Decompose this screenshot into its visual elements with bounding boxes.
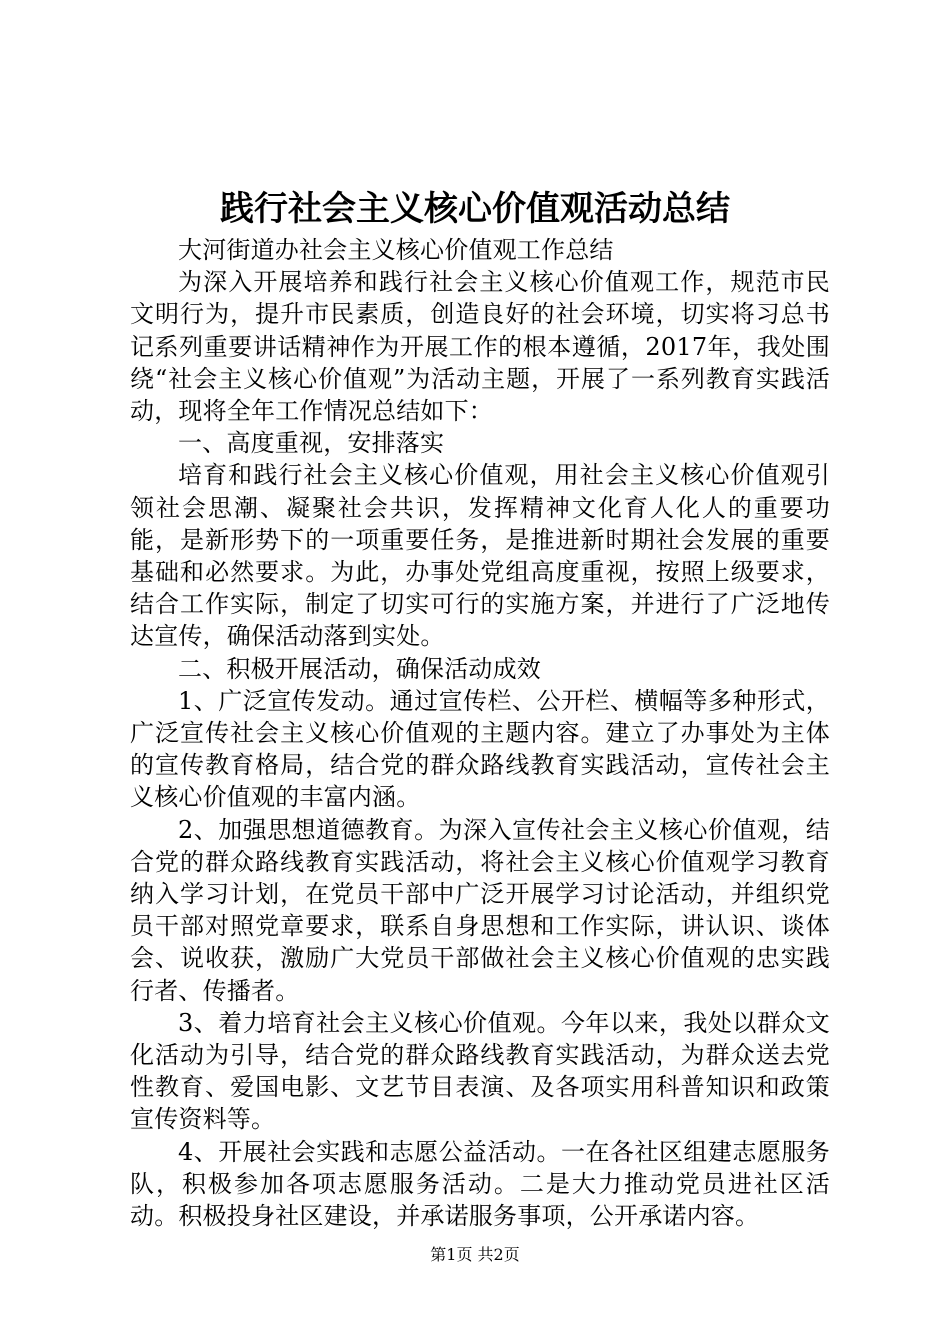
paragraph-item-1: 1、广泛宣传发动。通过宣传栏、公开栏、横幅等多种形式，广泛宣传社会主义核心价值观的主题内容。建立了办事处为主体的宣传教育格局，结合党的群众路线教育实践活动，宣传社会主义核心价值观的丰富内涵。 bbox=[130, 686, 830, 812]
section-heading-1: 一、高度重视，安排落实 bbox=[178, 429, 445, 458]
document-body bbox=[130, 234, 830, 1232]
document-title: 践行社会主义核心价值观活动总结 bbox=[220, 189, 730, 229]
page-footer: 第1页 共2页 bbox=[430, 1245, 520, 1264]
paragraph-item-3: 3、着力培育社会主义核心价值观。今年以来，我处以群众文化活动为引导，结合党的群众路线教育实践活动，为群众送去党性教育、爱国电影、文艺节目表演、及各项实用科普知识和政策宣传资料等。 bbox=[130, 1008, 830, 1134]
paragraph-subtitle: 大河街道办社会主义核心价值观工作总结 bbox=[178, 236, 614, 264]
section-heading-2: 二、积极开展活动，确保活动成效 bbox=[178, 654, 541, 683]
paragraph-section-1: 培育和践行社会主义核心价值观，用社会主义核心价值观引领社会思潮、凝聚社会共识，发挥精神文化育人化人的重要功能，是新形势下的一项重要任务，是推进新时期社会发展的重要基础和必然要求。为此，办事处党组高度重视，按照上级要求，结合工作实际，制定了切实可行的实施方案，并进行了广泛地传达宣传，确保活动落到实处。 bbox=[130, 461, 830, 651]
paragraph-item-4: 4、开展社会实践和志愿公益活动。一在各社区组建志愿服务队，积极参加各项志愿服务活动。二是大力推动党员进社区活动。积极投身社区建设，并承诺服务事项，公开承诺内容。 bbox=[130, 1137, 830, 1231]
paragraph-intro: 为深入开展培养和践行社会主义核心价值观工作，规范市民文明行为，提升市民素质，创造良好的社会环境，切实将习总书记系列重要讲话精神作为开展工作的根本遵循，2017年，我处围绕“社会主义核心价值观”为活动主题，开展了一系列教育实践活动，现将全年工作情况总结如下： bbox=[130, 268, 830, 426]
paragraph-item-2: 2、加强思想道德教育。为深入宣传社会主义核心价值观，结合党的群众路线教育实践活动，将社会主义核心价值观学习教育纳入学习计划，在党员干部中广泛开展学习讨论活动，并组织党员干部对照党章要求，联系自身思想和工作实际，讲认识、谈体会、说收获，激励广大党员干部做社会主义核心价值观的忠实践行者、传播者。 bbox=[130, 815, 830, 1005]
